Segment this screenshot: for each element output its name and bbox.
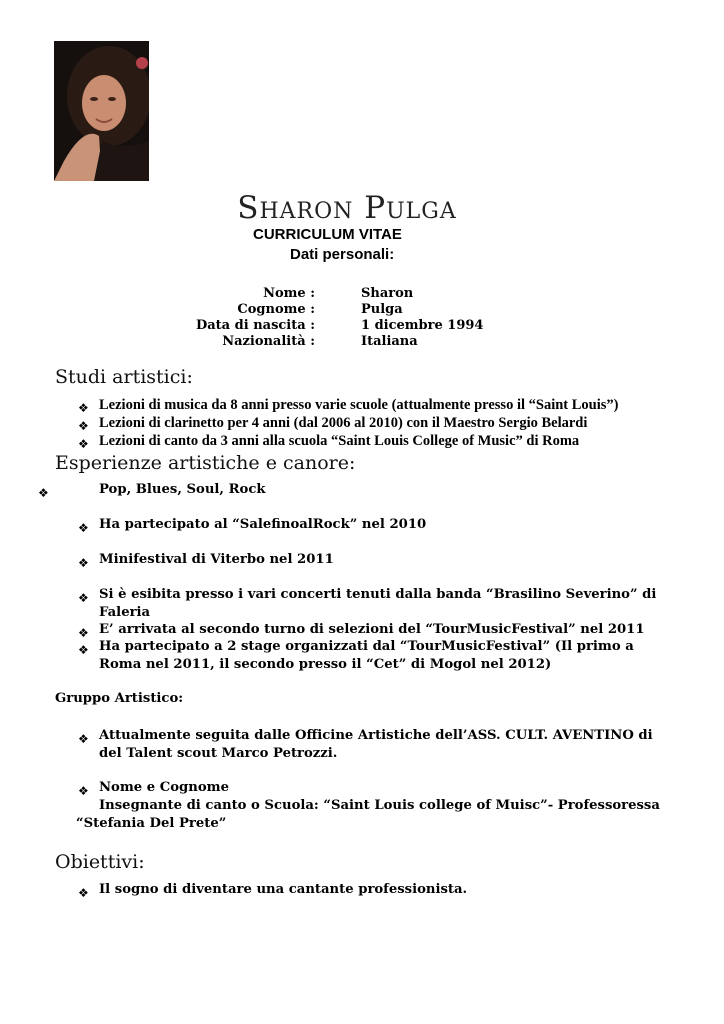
bullet-icon: ❖: [78, 419, 89, 433]
label-nome: Nome :: [263, 286, 315, 301]
section-personal-title: Dati personali:: [290, 246, 395, 263]
bullet-icon: ❖: [78, 591, 89, 605]
bullet-icon: ❖: [78, 556, 89, 570]
bullet-icon: ❖: [78, 643, 89, 657]
bullet-icon: ❖: [38, 486, 49, 500]
value-nazionalita: Italiana: [361, 334, 418, 349]
section-esperienze-title: Esperienze artistiche e canore:: [55, 452, 356, 474]
bullet-icon: ❖: [78, 732, 89, 746]
bullet-icon: ❖: [78, 886, 89, 900]
gruppo-item: Nome e Cognome: [99, 780, 230, 795]
esperienze-item: Minifestival di Viterbo nel 2011: [99, 552, 334, 567]
bullet-icon: ❖: [78, 437, 89, 451]
bullet-icon: ❖: [78, 626, 89, 640]
label-nazionalita: Nazionalità :: [222, 334, 315, 349]
gruppo-item-cont: Insegnante di canto o Scuola: “Saint Louis college of Muisc”- Professoressa: [99, 798, 660, 813]
esperienze-item-cont: Faleria: [99, 605, 151, 620]
studi-item: Lezioni di musica da 8 anni presso varie scuole (attualmente presso il “Saint Louis”): [99, 397, 619, 413]
bullet-icon: ❖: [78, 521, 89, 535]
label-data-nascita: Data di nascita :: [195, 318, 315, 333]
value-cognome: Pulga: [361, 302, 403, 317]
gruppo-item-cont: “Stefania Del Prete”: [76, 816, 227, 831]
studi-item: Lezioni di canto da 3 anni alla scuola “Saint Louis College of Music” di Roma: [99, 433, 580, 449]
section-studi-title: Studi artistici:: [55, 366, 193, 388]
studi-item: Lezioni di clarinetto per 4 anni (dal 2006 al 2010) con il Maestro Sergio Belardi: [99, 415, 588, 431]
profile-photo: [54, 41, 149, 181]
esperienze-item-cont: Roma nel 2011, il secondo presso il “Cet” di Mogol nel 2012): [99, 657, 552, 672]
esperienze-item: Ha partecipato a 2 stage organizzati dal “TourMusicFestival” (Il primo a: [99, 639, 634, 654]
gruppo-item-cont: del Talent scout Marco Petrozzi.: [99, 746, 338, 761]
value-nome: Sharon: [361, 286, 414, 301]
bullet-icon: ❖: [78, 784, 89, 798]
section-gruppo-title: Gruppo Artistico:: [55, 691, 184, 706]
esperienze-item: E’ arrivata al secondo turno di selezioni del “TourMusicFestival” nel 2011: [99, 622, 645, 637]
section-obiettivi-title: Obiettivi:: [55, 851, 145, 873]
bullet-icon: ❖: [78, 401, 89, 415]
person-name: Sharon Pulga: [237, 190, 457, 226]
genres-text: Pop, Blues, Soul, Rock: [99, 482, 266, 497]
gruppo-item: Attualmente seguita dalle Officine Artistiche dell’ASS. CULT. AVENTINO di: [99, 728, 653, 743]
esperienze-item: Ha partecipato al “SalefinoalRock” nel 2010: [99, 517, 427, 532]
label-cognome: Cognome :: [237, 302, 315, 317]
cv-subtitle: CURRICULUM VITAE: [253, 226, 402, 243]
value-data-nascita: 1 dicembre 1994: [361, 318, 484, 333]
obiettivi-item: Il sogno di diventare una cantante professionista.: [99, 882, 468, 897]
esperienze-item: Si è esibita presso i vari concerti tenuti dalla banda “Brasilino Severino” di: [99, 587, 657, 602]
